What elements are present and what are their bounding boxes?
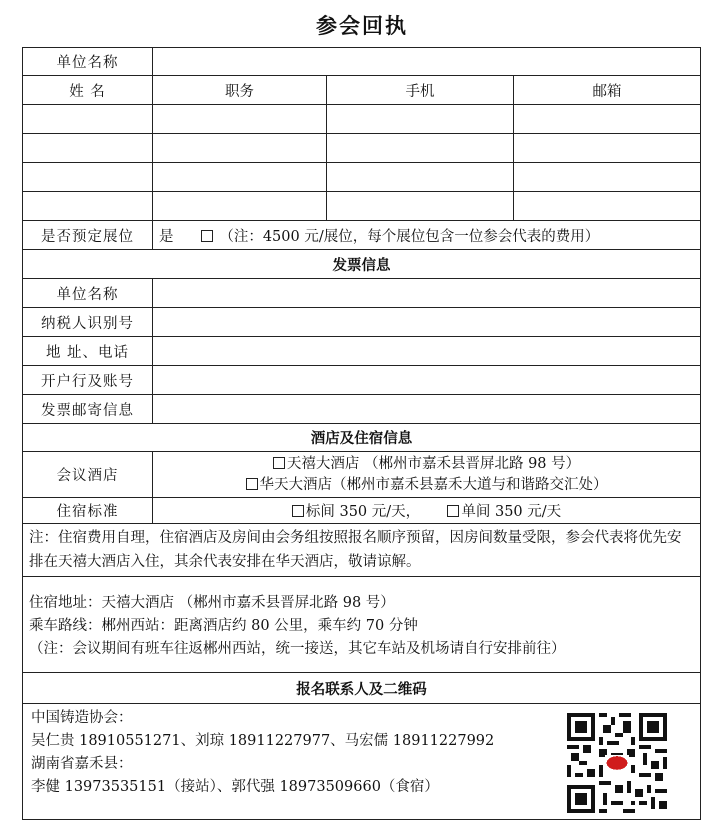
invoice-mailing-field[interactable] [153,395,701,424]
contact-org-2: 湖南省嘉禾县： [31,756,133,772]
accommodation-note: 注：住宿费用自理，住宿酒店及房间由会务组按照报名顺序预留，因房间数量受限，参会代表将优先安排在天禧大酒店入住，其余代表安排在华天酒店，敬请谅解。 [23,524,701,577]
invoice-unit-name-field[interactable] [153,279,701,308]
booth-label: 是否预定展位 [23,221,153,250]
attendee-position-field[interactable] [153,163,327,192]
booth-option [153,221,701,250]
contacts-block [23,704,701,820]
contact-org-1-people: 吴仁贵 18910551271、刘琼 18911227977、马宏儒 18911227992 [31,733,495,749]
contacts-heading: 报名联系人及二维码 [23,673,701,704]
booth-checkbox[interactable] [201,230,213,242]
attendee-name-field[interactable] [23,134,153,163]
standard-room-label: 标间 350 元/天， [305,504,421,520]
attendee-mobile-field[interactable] [327,134,514,163]
venue-2-label: 华天大酒店（郴州市嘉禾县嘉禾大道与和谐路交汇处） [259,476,608,493]
header-position: 职务 [153,76,327,105]
invoice-bank-account-field[interactable] [153,366,701,395]
attendee-mobile-field[interactable] [327,163,514,192]
venue-option-1 [159,454,694,475]
attendee-name-field[interactable] [23,163,153,192]
standard-room-checkbox[interactable] [292,505,304,517]
room-standard-label: 住宿标准 [23,498,153,524]
booth-note: （注：4500 元/展位，每个展位包含一位参会代表的费用） [219,228,600,245]
single-room-checkbox[interactable] [447,505,459,517]
venue-1-checkbox[interactable] [273,457,285,469]
booth-yes-label: 是 [159,228,174,245]
attendee-row [23,105,701,134]
attendee-email-field[interactable] [514,192,701,221]
venue-2-checkbox[interactable] [246,478,258,490]
attendee-email-field[interactable] [514,163,701,192]
invoice-heading: 发票信息 [23,250,701,279]
transport-note: （注：会议期间有班车往返郴州西站，统一接送，其它车站及机场请自行安排前往） [29,641,566,657]
invoice-field-label: 纳税人识别号 [23,308,153,337]
attendee-name-field[interactable] [23,105,153,134]
attendee-row [23,192,701,221]
header-email: 邮箱 [514,76,701,105]
contact-org-1: 中国铸造协会： [31,710,133,726]
attendee-email-field[interactable] [514,134,701,163]
transport-route: 乘车路线：郴州西站：距离酒店约 80 公里，乘车约 70 分钟 [29,618,418,634]
invoice-address-phone-field[interactable] [153,337,701,366]
header-name: 姓 名 [23,76,153,105]
travel-info [23,577,701,673]
header-mobile: 手机 [327,76,514,105]
venue-option-2 [159,475,694,496]
hotel-heading: 酒店及住宿信息 [23,424,701,452]
hotel-address: 住宿地址：天禧大酒店 （郴州市嘉禾县晋屏北路 98 号） [29,595,395,611]
invoice-field-label: 发票邮寄信息 [23,395,153,424]
attendee-position-field[interactable] [153,134,327,163]
invoice-field-label: 开户行及账号 [23,366,153,395]
unit-name-field[interactable] [153,48,701,76]
contact-org-2-people: 李健 13973535151（接站）、郭代强 18973509660（食宿） [31,779,439,795]
attendee-mobile-field[interactable] [327,105,514,134]
venue-options [153,452,701,498]
invoice-tax-id-field[interactable] [153,308,701,337]
attendee-name-field[interactable] [23,192,153,221]
room-standard-options [153,498,701,524]
unit-name-label: 单位名称 [23,48,153,76]
attendee-position-field[interactable] [153,105,327,134]
qr-code-icon [562,713,672,813]
page-title: 参会回执 [316,13,408,38]
attendee-row [23,134,701,163]
registration-form [22,47,701,820]
attendee-mobile-field[interactable] [327,192,514,221]
venue-label: 会议酒店 [23,452,153,498]
invoice-field-label: 地 址、电话 [23,337,153,366]
attendee-email-field[interactable] [514,105,701,134]
venue-1-label: 天禧大酒店 （郴州市嘉禾县晋屏北路 98 号） [286,455,581,472]
attendee-row [23,163,701,192]
single-room-label: 单间 350 元/天 [461,504,562,520]
invoice-field-label: 单位名称 [23,279,153,308]
attendee-position-field[interactable] [153,192,327,221]
